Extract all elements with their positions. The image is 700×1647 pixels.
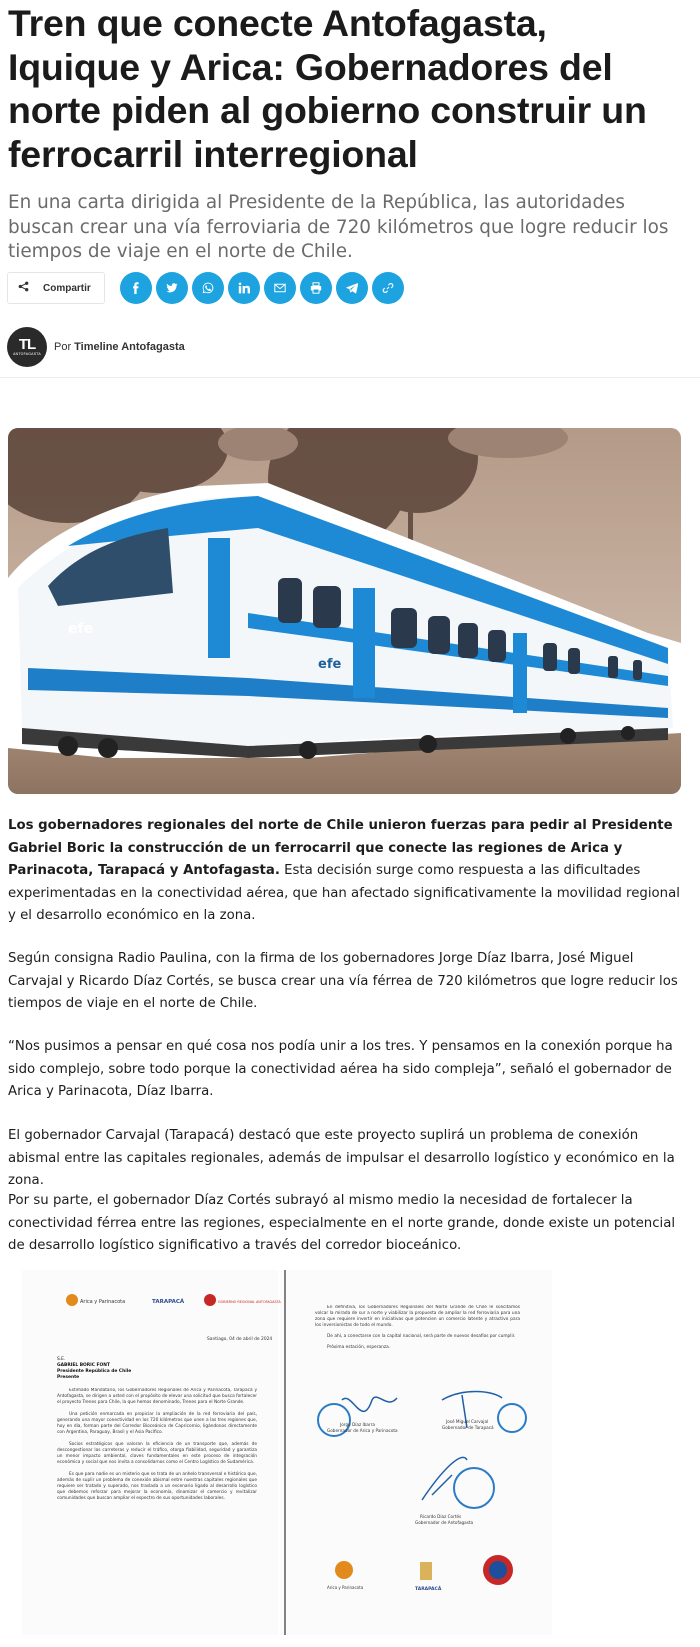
letter-addr-4: Presente <box>57 1375 80 1380</box>
sig-3-role: Gobernador de Antofagasta <box>415 1520 474 1525</box>
letter-logo-antofagasta: GOBIERNO REGIONAL ANTOFAGASTA <box>218 1300 281 1304</box>
facebook-icon[interactable] <box>120 272 152 304</box>
paragraph-2: Según consigna Radio Paulina, con la firma de los gobernadores Jorge Díaz Ibarra, José Miguel Carvajal y Ricardo Díaz Cortés, se busca crear una vía férrea de 720 kilómetros que logre reducir los tiempos de viaje en el norte de Chile. <box>8 951 678 1011</box>
author-avatar[interactable] <box>7 327 47 367</box>
social-buttons <box>120 272 404 304</box>
author-byline <box>7 327 185 367</box>
share-icon <box>18 281 29 295</box>
paragraph-1-lead: Los gobernadores regionales del norte de Chile unieron fuerzas para pedir al Presidente Gabriel Boric la construcción de un ferrocarril que conecte las regiones de Arica y Parinacota, Tarapacá y Antofagasta. <box>8 818 673 878</box>
letter-logo-tarapaca: TARAPACÁ <box>152 1299 185 1305</box>
letter-right-para-2: De ahí, a conectarse con la capital nacional, será parte de nuevos desafíos por cumplir. <box>327 1334 516 1339</box>
paragraph-3: “Nos pusimos a pensar en qué cosa nos podía unir a los tres. Y pensamos en la conexión porque ha sido complejo, sobre todo porque la conectividad aérea ha sido compleja”, señaló el gobernador de Arica y Parinacota, Díaz Ibarra. <box>8 1039 673 1099</box>
letter-addr-2: GABRIEL BORIC FONT <box>57 1363 110 1368</box>
letter-addr-3: Presidente República de Chile <box>57 1369 132 1374</box>
share-label: Compartir <box>43 282 91 294</box>
train-logo-front: efe <box>68 621 94 637</box>
letter-foot-arica: Arica y Parinacota <box>327 1585 364 1590</box>
paragraph-1 <box>8 815 688 928</box>
letter-para-3: Socios estratégicos que valoran la eficiencia de un transporte que, además de descongestionar las carreteras y reducir el tráfico, otorga fiabilidad, seguridad y garantiza un menor impacto ambiental, claves fundamentales en este proceso de integración económica y social que nos invita a consolidarnos como el Centro Logístico de Sudamérica. <box>57 1442 257 1465</box>
share-bar <box>7 272 404 304</box>
letter-para-1: Estimado Mandatario, los Gobernadores Regionales de Arica y Parinacota, Tarapacá y Antofagasta, se dirigen a usted con el propósito de elevar una solicitud que busca fortalecer el proyecto Trenes para Chile, la que hemos denominado, Trenes para el Norte Grande. <box>57 1388 257 1405</box>
letter-foot-tarapaca: TARAPACÁ <box>415 1587 442 1592</box>
sig-2-name: José Miguel Carvajal <box>446 1419 489 1424</box>
header-divider <box>0 377 700 378</box>
author-line <box>54 341 185 353</box>
article-subheadline: En una carta dirigida al Presidente de la República, las autoridades buscan crear una vía ferroviaria de 720 kilómetros que logre reducir los tiempos de viaje en el norte de Chile. <box>8 192 669 262</box>
letter-scan <box>22 1270 552 1635</box>
letter-logo-arica: Arica y Parinacota <box>80 1299 126 1305</box>
paragraph-5: Por su parte, el gobernador Díaz Cortés subrayó al mismo medio la necesidad de fortalecer la conectividad férrea entre las regiones, especialmente en el norte grande, donde existe un potencial de desarrollo logístico significativo a través del corredor bioceánico. <box>8 1193 676 1253</box>
email-icon[interactable] <box>264 272 296 304</box>
sig-1-name: Jorge Díaz Ibarra <box>340 1422 375 1427</box>
linkedin-icon[interactable] <box>228 272 260 304</box>
hero-image <box>8 428 681 794</box>
article-headline: Tren que conecte Antofagasta, Iquique y Arica: Gobernadores del norte piden al gobierno construir un ferrocarril interregional <box>8 2 647 175</box>
author-prefix: Por <box>54 341 72 353</box>
copy-link-icon[interactable] <box>372 272 404 304</box>
letter-date: Santiago, 04 de abril de 2024 <box>207 1337 273 1342</box>
author-name-link[interactable]: Timeline Antofagasta <box>74 341 185 353</box>
sig-3-name: Ricardo Díaz Cortés <box>420 1514 462 1519</box>
letter-right-para-3: Próxima estación, esperanza. <box>327 1345 391 1350</box>
letter-addr-1: S.E. <box>57 1357 66 1362</box>
telegram-icon[interactable] <box>336 272 368 304</box>
train-logo-side: efe <box>318 657 342 672</box>
avatar-subtitle: ANTOFAGASTA <box>13 352 41 356</box>
sig-1-role: Gobernador de Arica y Parinacota <box>327 1428 398 1433</box>
paragraph-4: El gobernador Carvajal (Tarapacá) destacó que este proyecto suplirá un problema de conexión abismal entre las capitales regionales, además de impulsar el desarrollo logístico y económico en la zona. <box>8 1128 675 1188</box>
letter-para-2: Una petición enmarcada en propiciar la ampliación de la red ferroviaria del país, generando una mayor conectividad en los 720 kilómetros que unen a las tres regiones que, hoy en día, forman parte del Corredor Bioceánico de Capricornio, ligándonos directamente con Argentina, Paraguay, Brasil y el Asia Pacífico. <box>57 1412 257 1435</box>
sig-2-role: Gobernador de Tarapacá <box>442 1425 494 1430</box>
letter-image <box>22 1270 552 1635</box>
whatsapp-icon[interactable] <box>192 272 224 304</box>
letter-para-4: Es que para nadie es un misterio que se trata de un anhelo transversal e histórico que, además de suplir un problema de conexión abismal entre nuestras capitales regionales que requiere ser tratado y superado, nos traslada a un escenario ligado al desarrollo logístico que debemos reforzar para mejorar la economía, dinamizar el comercio y revitalizar comunidades que buscan ampliar el espectro de sus oportunidades laborales. <box>57 1472 257 1501</box>
print-icon[interactable] <box>300 272 332 304</box>
letter-right-para-1: En definitiva, los Gobernadores Regionales del Norte Grande de Chile le solicitamos volcar la mirada de sur a norte y viabilizar la propuesta de ampliar la red ferroviaria para una zona que requiere invertir en iniciativas que potencien un comercio latente y atractivo para los inversionistas de todo el mundo. <box>315 1305 520 1328</box>
train-illustration <box>8 428 681 794</box>
twitter-icon[interactable] <box>156 272 188 304</box>
paragraph-1-rest: Esta decisión surge como respuesta a las dificultades experimentadas en la conectividad aérea, que han afectado significativamente la movilidad regional y el desarrollo económico en la zona. <box>8 863 680 923</box>
share-button[interactable] <box>7 272 105 304</box>
avatar-initials: TL <box>18 336 36 353</box>
